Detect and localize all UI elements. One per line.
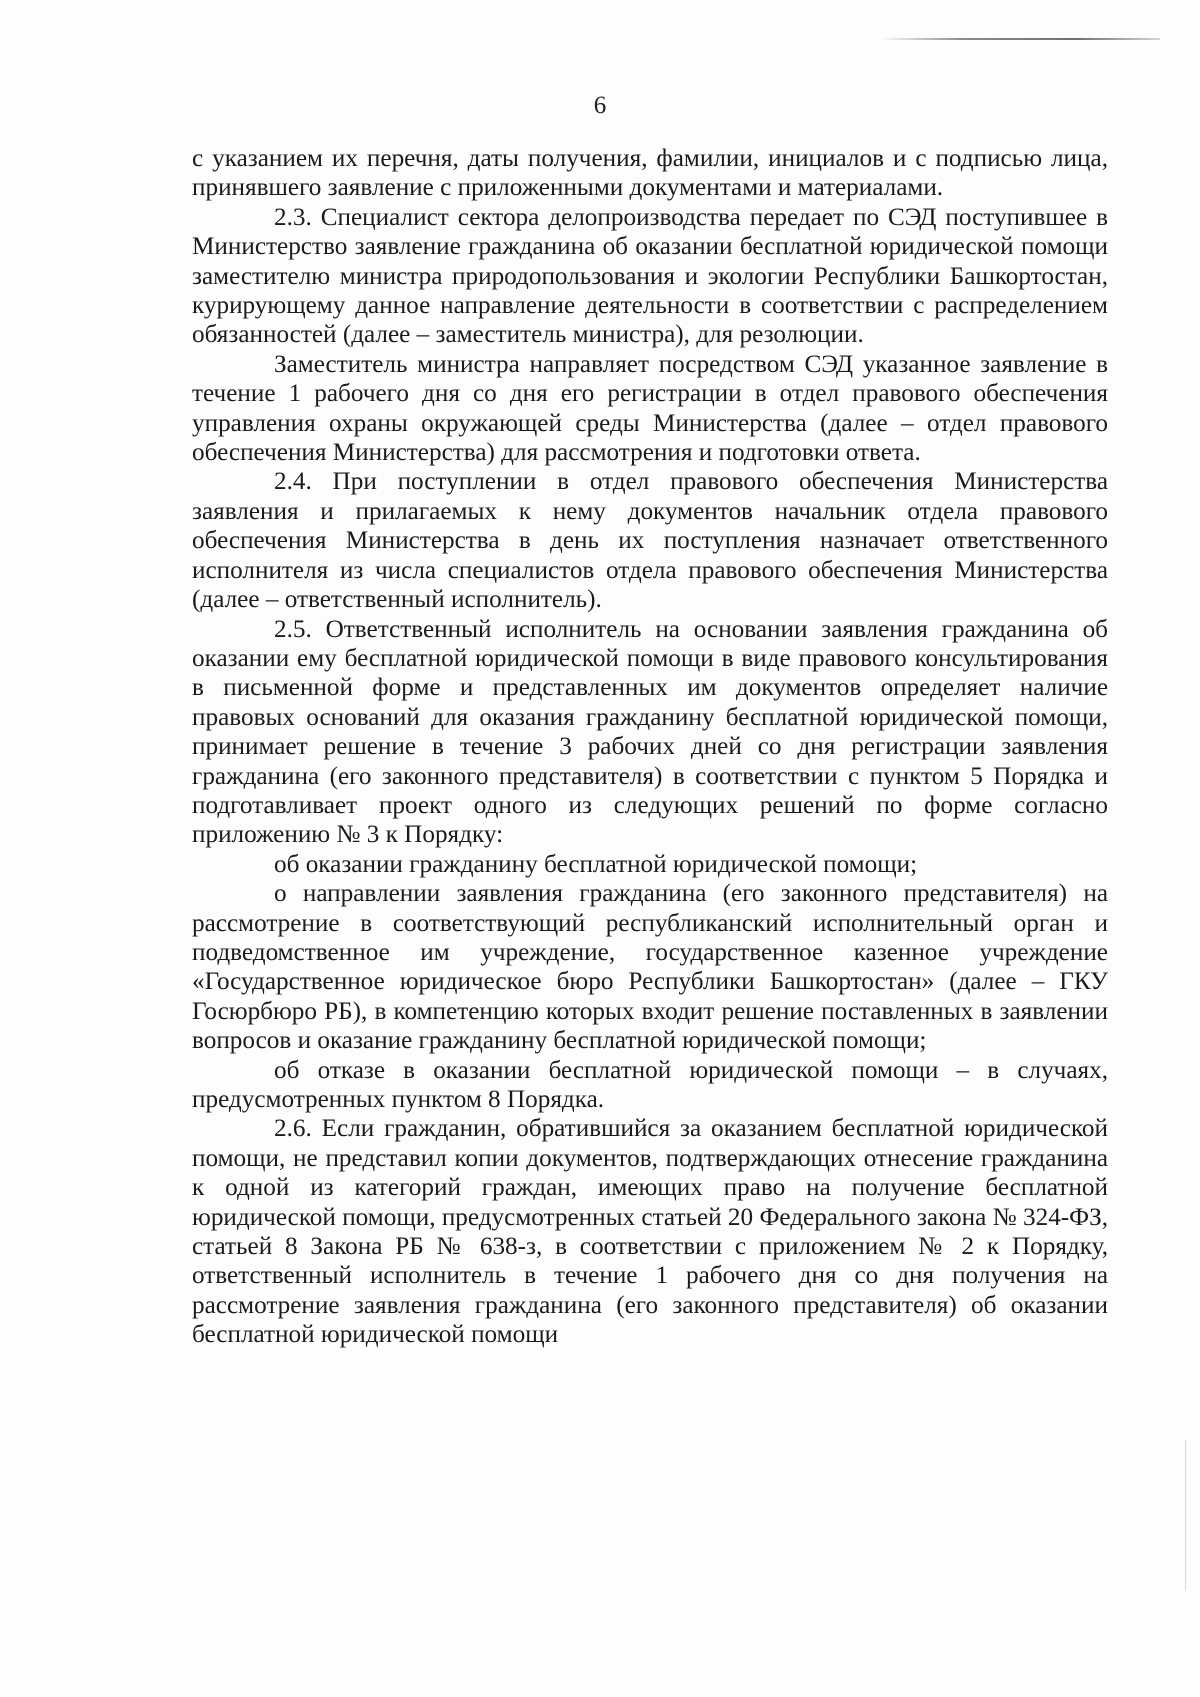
paragraph-2-5: 2.5. Ответственный исполнитель на основании заявления гражданина об оказании ему бесплатной юридической помощи в виде правового консультирования в письменной форме и представленных им документов определяет наличие правовых оснований для оказания гражданину бесплатной юридической помощи, принимает решение в течение 3 рабочих дней со дня регистрации заявления гражданина (его законного представителя) в соответствии с пунктом 5 Порядка и подготавливает проект одного из следующих решений по форме согласно приложению № 3 к Порядку: <box>192 615 1108 849</box>
list-item-redirect: о направлении заявления гражданина (его законного представителя) на рассмотрение в соответствующий республиканский исполнительный орган и подведомственное им учреждение, государственное казенное учреждение «Государственное юридическое бюро Республики Башкортостан» (далее – ГКУ Госюрбюро РБ), в компетенцию которых входит решение поставленных в заявлении вопросов и оказание гражданину бесплатной юридической помощи; <box>192 880 1108 1055</box>
paragraph-2-3: 2.3. Специалист сектора делопроизводства передает по СЭД поступившее в Министерство заявление гражданина об оказании бесплатной юридической помощи заместителю министра природопользования и экологии Республики Башкортостан, курирующему данное направление деятельности в соответствии с распределением обязанностей (далее – заместитель министра), для резолюции. <box>192 203 1108 349</box>
paragraph-2-4: 2.4. При поступлении в отдел правового обеспечения Министерства заявления и прилагаемых к нему документов начальник отдела правового обеспечения Министерства в день их поступления назначает ответственного исполнителя из числа специалистов отдела правового обеспечения Министерства (далее – ответственный исполнитель). <box>192 468 1108 614</box>
paragraph-2-6: 2.6. Если гражданин, обратившийся за оказанием бесплатной юридической помощи, не представил копии документов, подтверждающих отнесение гражданина к одной из категорий граждан, имеющих право на получение бесплатной юридической помощи, предусмотренных статьей 20 Федерального закона № 324-ФЗ, статьей 8 Закона РБ № 638-з, в соответствии с приложением № 2 к Порядку, ответственный исполнитель в течение 1 рабочего дня со дня получения на рассмотрение заявления гражданина (его законного представителя) об оказании бесплатной юридической помощи <box>192 1115 1108 1349</box>
document-body <box>192 144 1108 1350</box>
page-number: 6 <box>593 92 607 119</box>
list-item-refusal: об отказе в оказании бесплатной юридической помощи – в случаях, предусмотренных пунктом 8 Порядка. <box>192 1056 1108 1113</box>
paragraph-deputy-minister: Заместитель министра направляет посредством СЭД указанное заявление в течение 1 рабочего дня со дня его регистрации в отдел правового обеспечения управления охраны окружающей среды Министерства (далее – отдел правового обеспечения Министерства) для рассмотрения и подготовки ответа. <box>192 350 1108 467</box>
scan-artifact-line <box>880 38 1160 40</box>
paragraph-continuation: с указанием их перечня, даты получения, фамилии, инициалов и с подписью лица, принявшего заявление с приложенными документами и материалами. <box>192 145 1108 202</box>
list-item-provide-help: об оказании гражданину бесплатной юридической помощи; <box>274 850 918 878</box>
scan-artifact-edge <box>1185 1440 1186 1590</box>
